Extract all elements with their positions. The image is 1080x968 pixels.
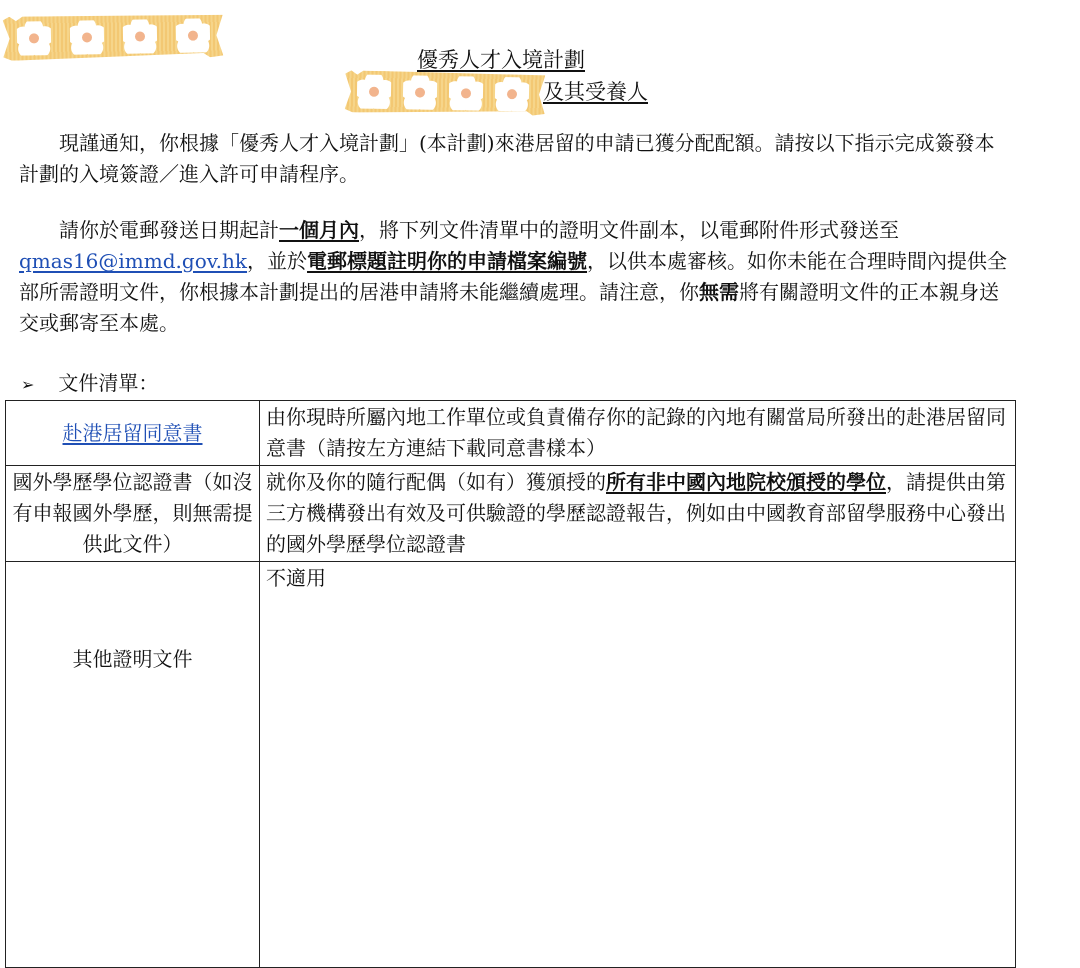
subject-note-emphasis: 電郵標題註明你的申請檔案編號: [307, 249, 588, 273]
flower-icon: [17, 21, 52, 56]
no-need-emphasis: 無需: [699, 280, 739, 304]
document-title-line1: 優秀人才入境計劃: [417, 48, 585, 72]
table-row: [6, 401, 1016, 466]
email-link[interactable]: qmas16@immd.gov.hk: [19, 249, 248, 273]
arrow-bullet-icon: ➢: [21, 375, 35, 394]
flower-icon: [495, 77, 530, 112]
document-list-table: [5, 400, 1016, 968]
flower-icon: [357, 74, 392, 109]
flower-icon: [449, 76, 484, 111]
paragraph-indent: [19, 131, 59, 155]
flower-icon: [176, 18, 211, 53]
document-description-cell: 由你現時所屬內地工作單位或負責備存你的記錄的內地有關當局所發出的赴港居留同意書（請按左方連結下載同意書樣本）: [260, 401, 1016, 466]
description-text: 就你及你的隨行配偶（如有）獲頒授的: [266, 470, 606, 494]
instructions-paragraph: [19, 215, 1009, 339]
instructions-text: ，並於: [247, 249, 308, 273]
flower-icon: [403, 75, 438, 110]
instructions-text: 請你於電郵發送日期起計: [59, 218, 279, 242]
deadline-emphasis: 一個月內: [279, 218, 359, 242]
table-row: [6, 466, 1016, 562]
description-text: ，請提供由第三方機構發出有效及可供驗證的學歷認證報告，例如由中國教育部留學服務中心發出的國外學歷學位認證書: [266, 470, 1006, 556]
flower-icon: [70, 20, 105, 55]
flower-icon: [123, 19, 158, 54]
instructions-text: ，以供本處審核。如你未能在合理時間內提供全部所需證明文件，你根據本計劃提出的居港申請將未能繼續處理。請注意，你: [19, 249, 1008, 304]
instructions-text: ，將下列文件清單中的證明文件副本，以電郵附件形式發送至: [359, 218, 899, 242]
decorative-tape-middle: [345, 70, 546, 115]
document-name-cell: 國外學歷學位認證書（如沒有申報國外學歷，則無需提供此文件）: [6, 466, 260, 562]
decorative-tape-top: [3, 13, 224, 61]
document-list-heading: [21, 367, 158, 396]
document-description-cell: 不適用: [260, 562, 1016, 968]
intro-text: 現謹通知，你根據「優秀人才入境計劃」(本計劃)來港居留的申請已獲分配配額。請按以下指示完成簽發本計劃的入境簽證／進入許可申請程序。: [19, 131, 995, 186]
intro-paragraph: [19, 128, 1009, 190]
document-description-cell: [260, 466, 1016, 562]
document-name-cell: 其他證明文件: [6, 562, 260, 968]
instructions-text: 將有關證明文件的正本親身送交或郵寄至本處。: [19, 280, 999, 335]
degree-emphasis: 所有非中國內地院校頒授的學位: [606, 470, 886, 494]
document-title-line2: 及其受養人: [543, 80, 648, 104]
paragraph-indent: [19, 218, 59, 242]
document-name-cell: [6, 401, 260, 466]
table-row: [6, 562, 1016, 968]
consent-form-link[interactable]: 赴港居留同意書: [62, 420, 203, 445]
document-list-heading-text: 文件清單：: [58, 371, 159, 395]
